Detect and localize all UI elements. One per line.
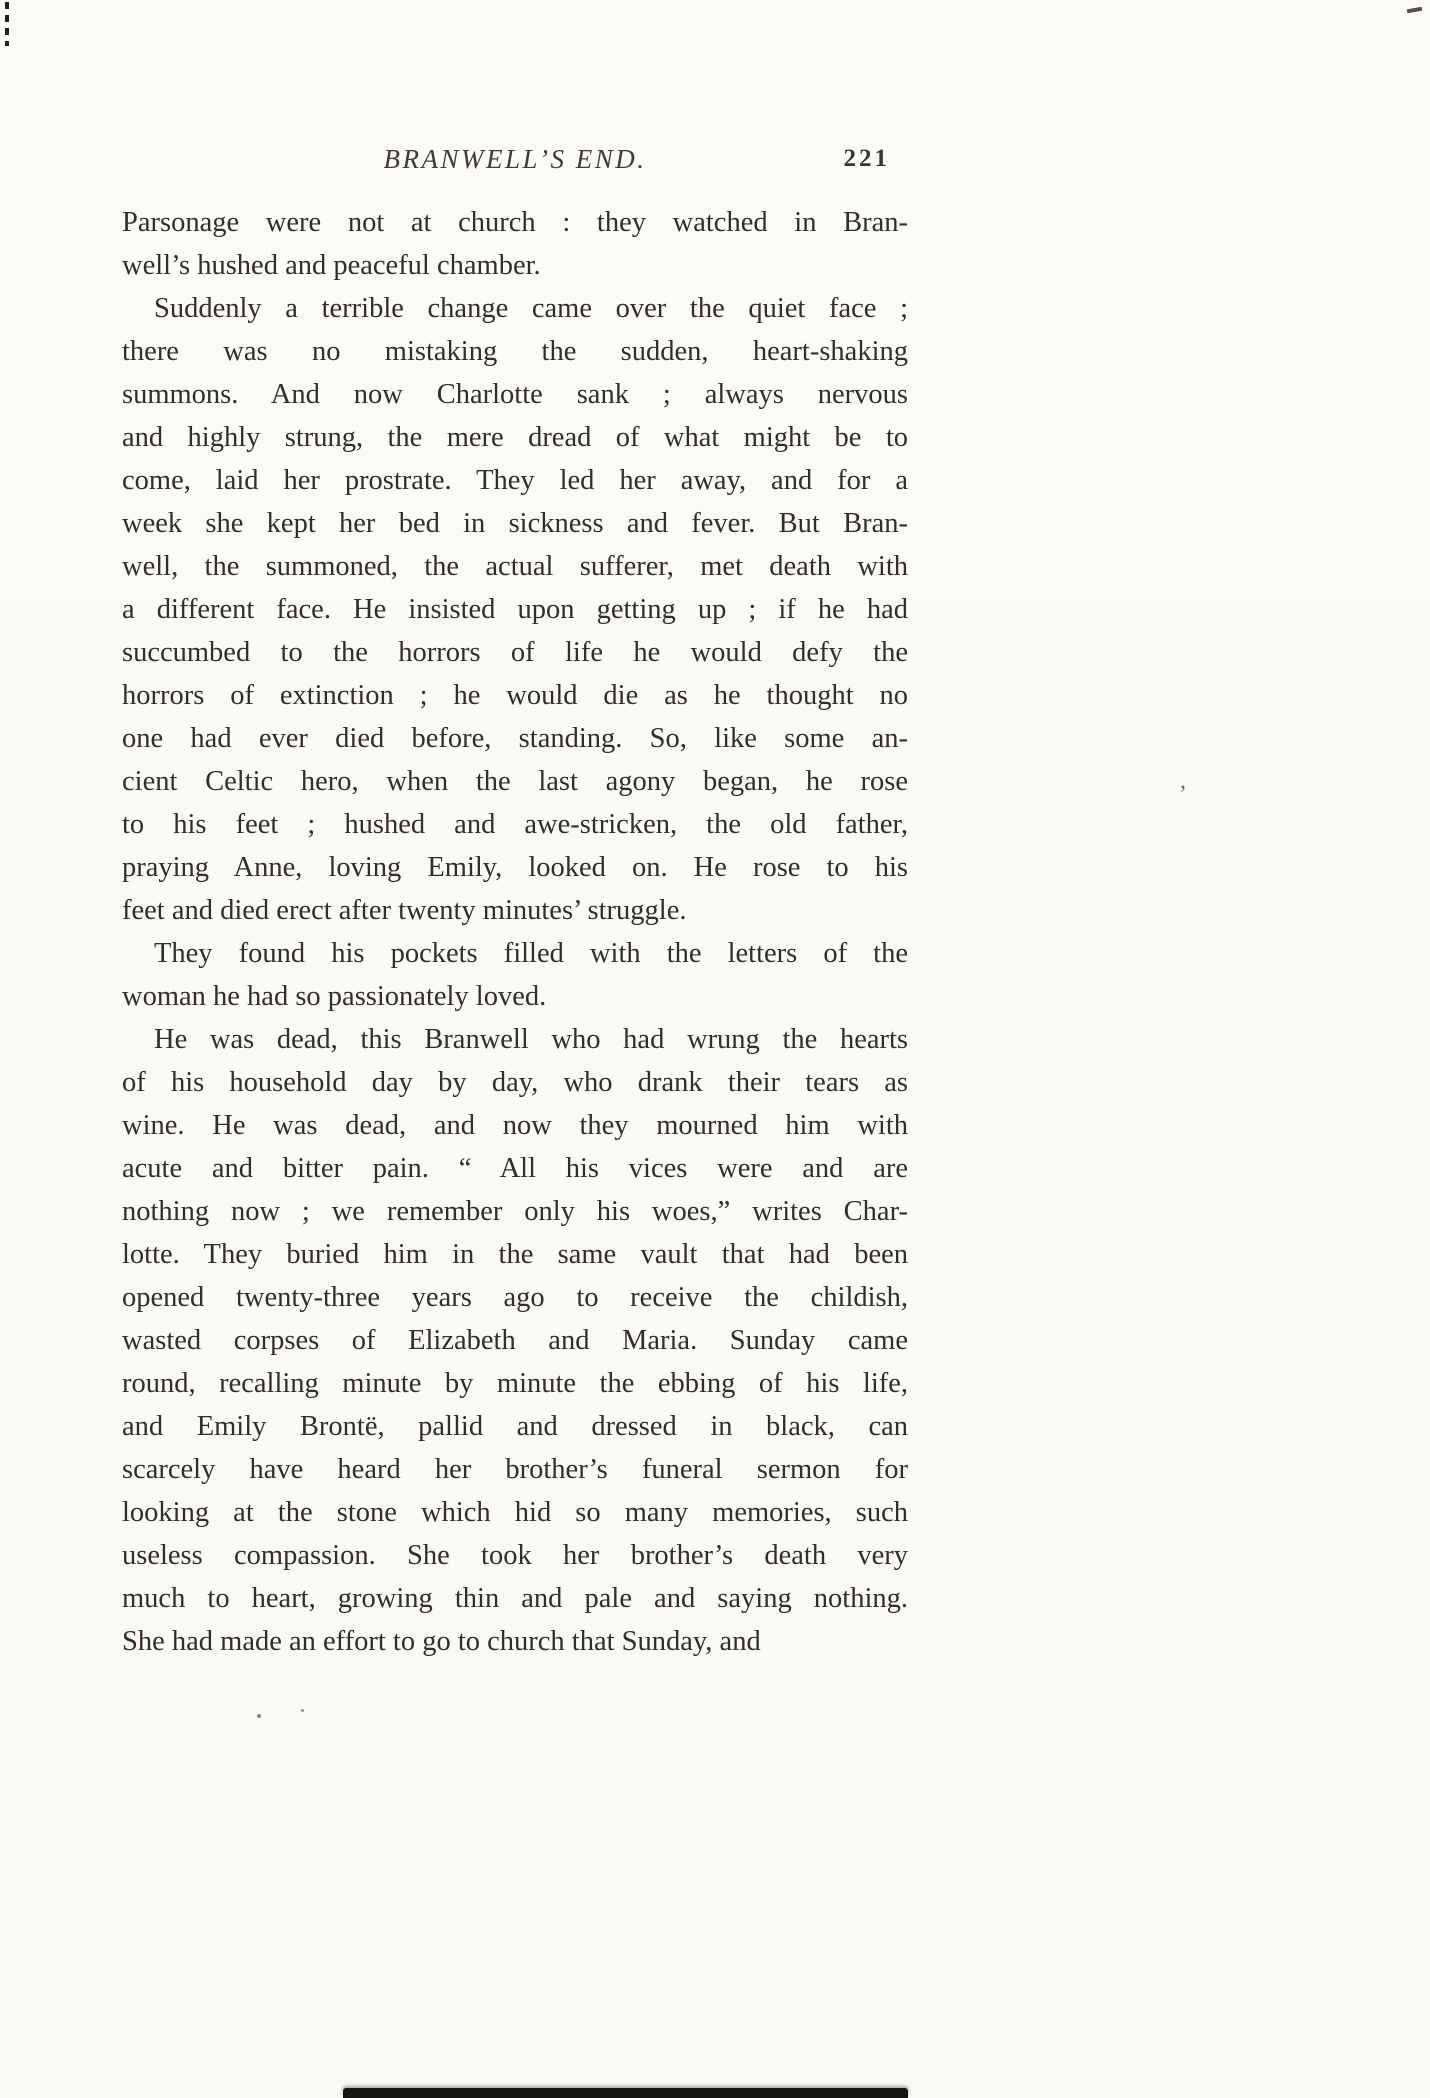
text-line: acute and bitter pain. “ All his vices were and are [122, 1153, 908, 1184]
text-line: horrors of extinction ; he would die as he thought no [122, 680, 908, 711]
text-line: Parsonage were not at church : they watched in Bran- [122, 207, 908, 238]
text-line: feet and died erect after twenty minutes’ struggle. [122, 895, 687, 926]
text-line: scarcely have heard her brother’s funeral sermon for [122, 1454, 908, 1485]
running-title: BRANWELL’S END. [383, 144, 647, 174]
text-line: to his feet ; hushed and awe-stricken, the old father, [122, 809, 908, 840]
text-line: much to heart, growing thin and pale and saying nothing. [122, 1583, 908, 1614]
text-line: and highly strung, the mere dread of what might be to [122, 422, 908, 453]
text-line: wine. He was dead, and now they mourned him with [122, 1110, 908, 1141]
text-line: well, the summoned, the actual sufferer, met death with [122, 551, 908, 582]
scan-speck [301, 1709, 304, 1712]
text-line: lotte. They buried him in the same vault that had been [122, 1239, 908, 1270]
paragraph [122, 201, 908, 287]
text-line: and Emily Brontë, pallid and dressed in black, can [122, 1411, 908, 1442]
text-line: Suddenly a terrible change came over the quiet face ; [154, 293, 908, 324]
text-line: come, laid her prostrate. They led her away, and for a [122, 465, 908, 496]
text-line: there was no mistaking the sudden, heart-shaking [122, 336, 908, 367]
paragraph [122, 932, 908, 1018]
page-number: 221 [843, 145, 890, 172]
scan-corner-artifact [1407, 7, 1422, 14]
text-line: woman he had so passionately loved. [122, 981, 547, 1012]
scan-bottom-edge-artifact [343, 2088, 908, 2098]
scan-stray-mark: , [1180, 768, 1186, 794]
text-line: useless compassion. She took her brother’s death very [122, 1540, 908, 1571]
text-line: one had ever died before, standing. So, like some an- [122, 723, 908, 754]
text-line: a different face. He insisted upon getting up ; if he had [122, 594, 908, 625]
text-line: well’s hushed and peaceful chamber. [122, 250, 541, 281]
scan-speck [257, 1714, 261, 1718]
paragraph [122, 287, 908, 932]
text-line: round, recalling minute by minute the ebbing of his life, [122, 1368, 908, 1399]
paragraph [122, 1018, 908, 1663]
text-line: nothing now ; we remember only his woes,” writes Char- [122, 1196, 908, 1227]
text-line: of his household day by day, who drank their tears as [122, 1067, 908, 1098]
page-text [122, 201, 908, 1663]
text-line: summons. And now Charlotte sank ; always nervous [122, 379, 908, 410]
scan-edge-artifact [5, 2, 9, 46]
text-line: She had made an effort to go to church that Sunday, and [122, 1626, 761, 1657]
text-line: succumbed to the horrors of life he would defy the [122, 637, 908, 668]
text-line: He was dead, this Branwell who had wrung the hearts [154, 1024, 908, 1055]
text-line: praying Anne, loving Emily, looked on. He rose to his [122, 852, 908, 883]
text-line: cient Celtic hero, when the last agony began, he rose [122, 766, 908, 797]
text-line: looking at the stone which hid so many memories, such [122, 1497, 908, 1528]
text-line: opened twenty-three years ago to receive the childish, [122, 1282, 908, 1313]
text-line: They found his pockets filled with the letters of the [154, 938, 908, 969]
text-line: wasted corpses of Elizabeth and Maria. Sunday came [122, 1325, 908, 1356]
page-header [122, 144, 908, 180]
text-line: week she kept her bed in sickness and fever. But Bran- [122, 508, 908, 539]
